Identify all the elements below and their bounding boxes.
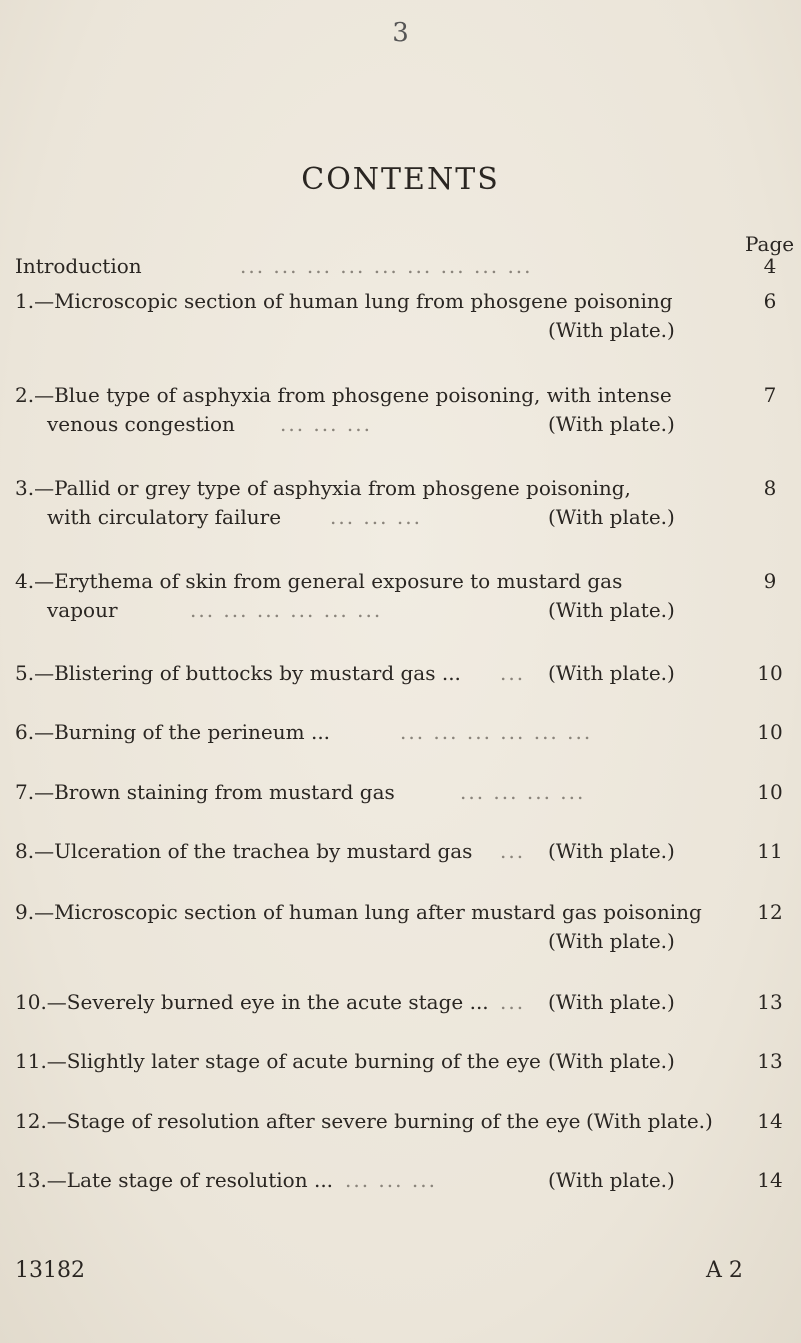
entry-title: 5.—Blistering of buttocks by mustard gas ... xyxy=(15,661,461,685)
entry-title: 8.—Ulceration of the trachea by mustard gas xyxy=(15,839,473,863)
entry-title: Introduction xyxy=(15,254,142,278)
signature-mark: A 2 xyxy=(706,1258,743,1283)
entry-title-continued: with circulatory failure xyxy=(47,505,282,529)
leader-dots: ... xyxy=(500,990,526,1014)
plate-note: (With plate.) xyxy=(548,929,675,953)
entry-title: 13.—Late stage of resolution ... xyxy=(15,1168,334,1192)
entry-title: 1.—Microscopic section of human lung from phosgene poisoning xyxy=(15,289,673,313)
entry-page: 10 xyxy=(757,780,783,804)
entry-page: 4 xyxy=(763,254,777,278)
leader-dots: ... xyxy=(500,661,526,685)
entry-page: 6 xyxy=(763,289,777,313)
leader-dots: ... ... ... ... ... ... ... ... ... xyxy=(240,254,533,278)
plate-note: (With plate.) xyxy=(586,1109,713,1133)
entry-page: 14 xyxy=(757,1168,783,1192)
plate-note: (With plate.) xyxy=(548,839,675,863)
plate-note: (With plate.) xyxy=(548,412,675,436)
entry-title: 12.—Stage of resolution after severe burning of the eye xyxy=(15,1109,581,1133)
page-column-heading: Page xyxy=(745,232,795,256)
plate-note: (With plate.) xyxy=(548,1049,675,1073)
leader-dots: ... ... ... xyxy=(345,1168,437,1192)
page-title: CONTENTS xyxy=(301,162,500,197)
entry-title: 10.—Severely burned eye in the acute stage ... xyxy=(15,990,489,1014)
leader-dots: ... ... ... ... ... ... xyxy=(190,598,383,622)
plate-note: (With plate.) xyxy=(548,598,675,622)
folio-number: 3 xyxy=(392,18,409,48)
entry-page: 12 xyxy=(757,900,783,924)
entry-page: 10 xyxy=(757,720,783,744)
print-number: 13182 xyxy=(15,1258,85,1283)
leader-dots: ... ... ... ... xyxy=(460,780,586,804)
entry-page: 13 xyxy=(757,1049,783,1073)
leader-dots: ... xyxy=(500,839,526,863)
entry-title-continued: venous congestion xyxy=(47,412,235,436)
entry-title: 9.—Microscopic section of human lung after mustard gas poisoning xyxy=(15,900,702,924)
entry-page: 8 xyxy=(763,476,777,500)
plate-note: (With plate.) xyxy=(548,661,675,685)
entry-page: 9 xyxy=(763,569,777,593)
entry-page: 11 xyxy=(757,839,783,863)
plate-note: (With plate.) xyxy=(548,318,675,342)
entry-title: 7.—Brown staining from mustard gas xyxy=(15,780,395,804)
entry-page: 13 xyxy=(757,990,783,1014)
leader-dots: ... ... ... xyxy=(280,412,372,436)
entry-title: 2.—Blue type of asphyxia from phosgene poisoning, with intense xyxy=(15,383,672,407)
plate-note: (With plate.) xyxy=(548,1168,675,1192)
plate-note: (With plate.) xyxy=(548,505,675,529)
entry-title: 6.—Burning of the perineum ... xyxy=(15,720,331,744)
leader-dots: ... ... ... xyxy=(330,505,422,529)
entry-page: 7 xyxy=(763,383,777,407)
entry-page: 10 xyxy=(757,661,783,685)
plate-note: (With plate.) xyxy=(548,990,675,1014)
entry-title: 11.—Slightly later stage of acute burning of the eye xyxy=(15,1049,541,1073)
entry-title: 3.—Pallid or grey type of asphyxia from phosgene poisoning, xyxy=(15,476,631,500)
leader-dots: ... ... ... ... ... ... xyxy=(400,720,593,744)
entry-page: 14 xyxy=(757,1109,783,1133)
entry-title-continued: vapour xyxy=(47,598,118,622)
entry-title: 4.—Erythema of skin from general exposure to mustard gas xyxy=(15,569,623,593)
